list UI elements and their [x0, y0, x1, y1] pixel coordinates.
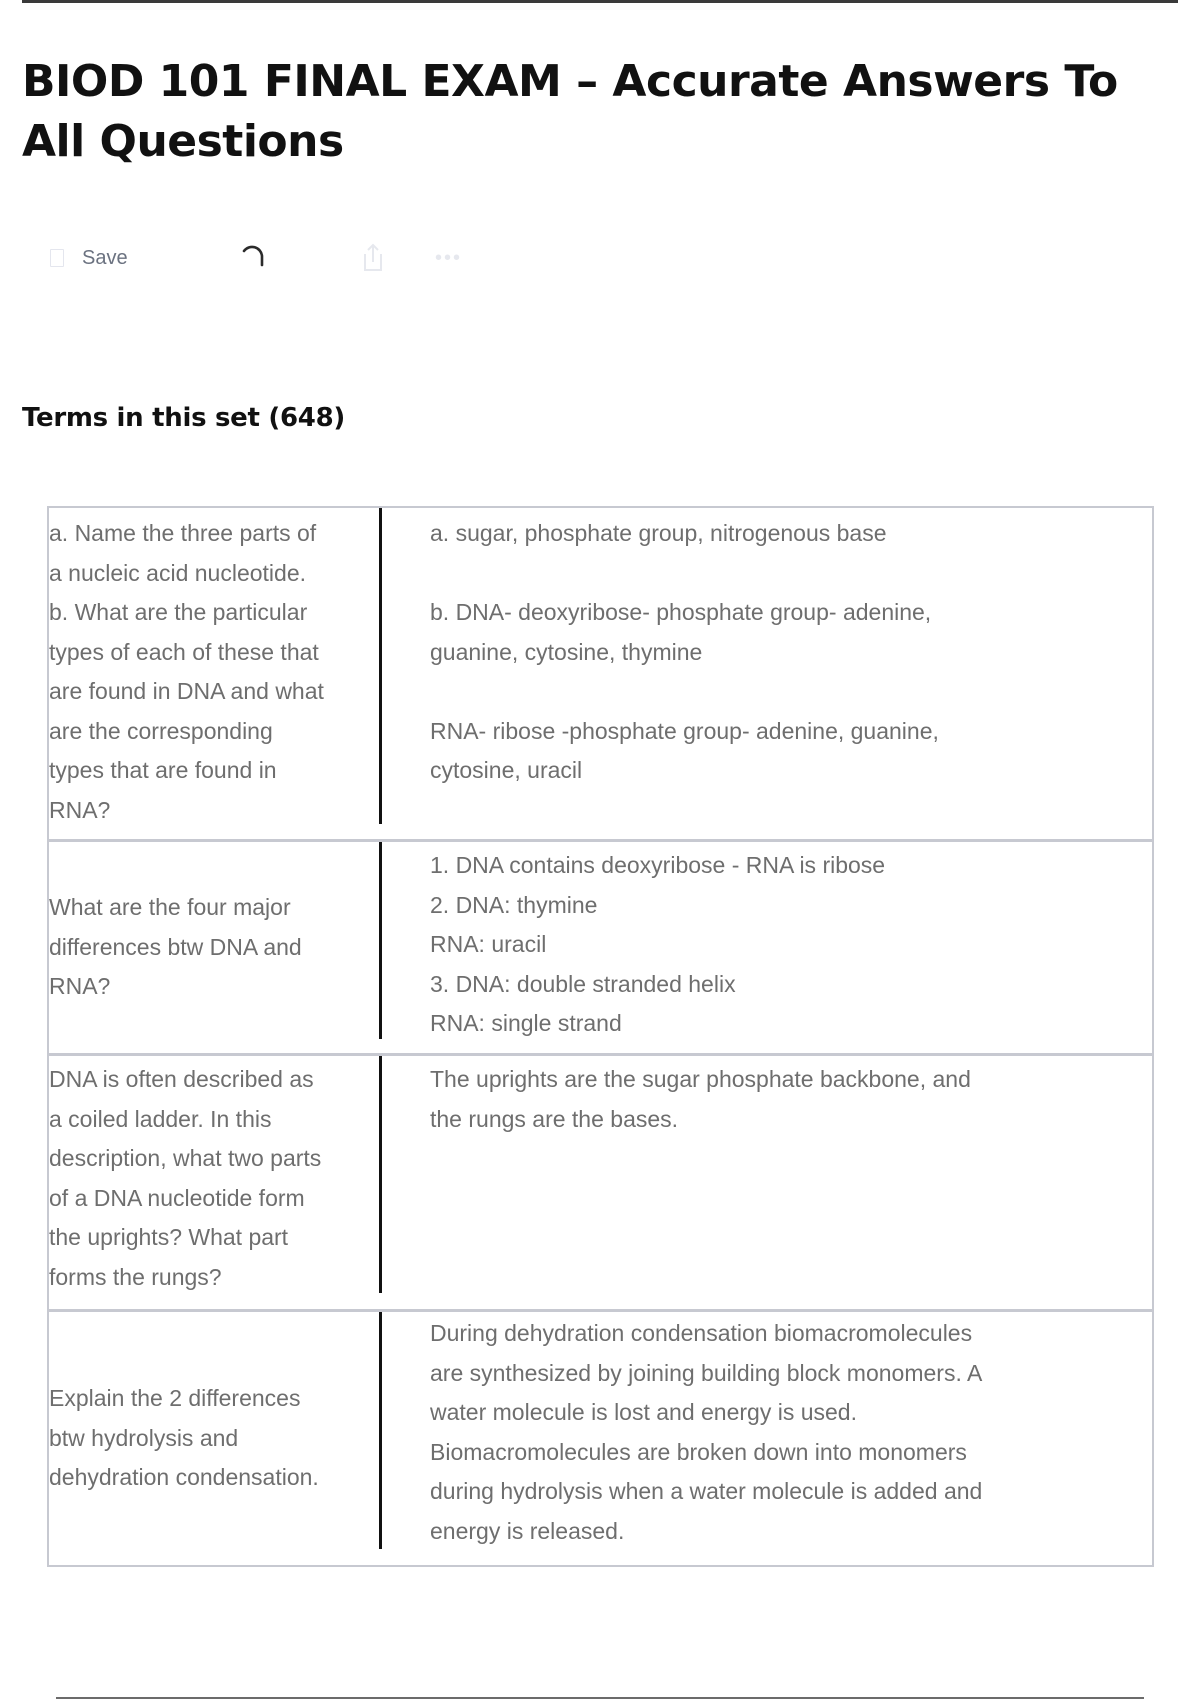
definition-text: The uprights are the sugar phosphate backbone, and the rungs are the bases. — [430, 1066, 971, 1132]
definition-text: 1. DNA contains deoxyribose - RNA is ribose 2. DNA: thymine RNA: uracil 3. DNA: double stranded helix RNA: single strand — [430, 852, 886, 1036]
term-row[interactable] — [49, 508, 1152, 842]
save-label: Save — [82, 246, 128, 269]
bottom-rule — [56, 1697, 1144, 1699]
top-rule — [22, 0, 1178, 3]
definition-cell — [430, 1056, 1150, 1309]
term-row[interactable] — [49, 1312, 1152, 1565]
page-title: BIOD 101 FINAL EXAM – Accurate Answers To All Questions — [22, 56, 1118, 167]
term-cell — [49, 1056, 379, 1309]
term-cell — [49, 842, 379, 1053]
row-divider — [379, 508, 382, 824]
term-text: What are the four major differences btw DNA and RNA? — [49, 894, 302, 1000]
toolbar — [50, 240, 530, 280]
row-divider — [379, 842, 382, 1039]
definition-text: During dehydration condensation biomacromolecules are synthesized by joining building block monomers. A water molecule is lost and energy is used. Biomacromolecules are broken down into monomers during hydrolysis when a water molecule is added and energy is released. — [430, 1320, 983, 1544]
row-divider — [379, 1056, 382, 1293]
bookmark-icon — [50, 249, 64, 267]
definition-cell — [430, 508, 1150, 839]
term-row[interactable] — [49, 842, 1152, 1056]
definition-cell — [430, 842, 1150, 1053]
more-icon[interactable]: ••• — [435, 246, 463, 269]
term-text: a. Name the three parts of a nucleic acid nucleotide. b. What are the particular types of each of these that are found in DNA and what are the corresponding types that are found in RNA? — [49, 520, 324, 823]
term-cell — [49, 1312, 379, 1565]
spinner-icon — [240, 240, 266, 276]
term-cell — [49, 508, 379, 839]
terms-section-title: Terms in this set (648) — [22, 403, 345, 433]
terms-table — [47, 506, 1154, 1567]
term-text: Explain the 2 differences btw hydrolysis and dehydration condensation. — [49, 1385, 319, 1491]
save-button[interactable] — [50, 240, 128, 276]
term-row[interactable] — [49, 1056, 1152, 1312]
share-icon[interactable] — [360, 240, 386, 276]
term-text: DNA is often described as a coiled ladder. In this description, what two parts of a DNA nucleotide form the uprights? What part forms the rungs? — [49, 1066, 322, 1290]
definition-text: a. sugar, phosphate group, nitrogenous base b. DNA- deoxyribose- phosphate group- adenine, guanine, cytosine, thymine RNA- ribose -phosphate group- adenine, guanine, cytosine, uracil — [430, 520, 939, 783]
row-divider — [379, 1312, 382, 1549]
definition-cell — [430, 1312, 1150, 1565]
